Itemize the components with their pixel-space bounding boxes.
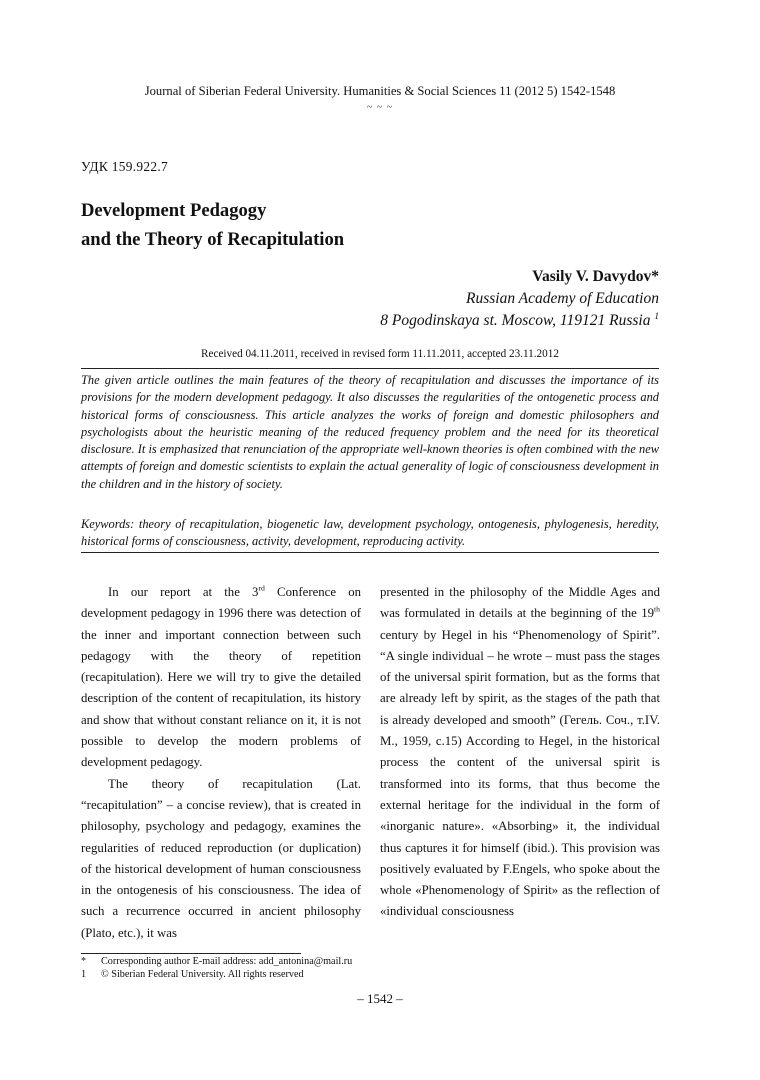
- footnote: [81, 968, 352, 981]
- author-affiliation: Russian Academy of Education: [465, 290, 659, 307]
- body-paragraph: [380, 582, 660, 923]
- footnote-rule: [81, 953, 301, 954]
- udc-code: УДК 159.922.7: [81, 159, 169, 174]
- article-title: [81, 196, 344, 254]
- received-dates: Received 04.11.2011, received in revised form 11.11.2011, accepted 23.11.2012: [201, 348, 559, 360]
- ordinal-superscript: th: [654, 605, 660, 615]
- footnote: [81, 955, 352, 968]
- body-paragraph: [81, 582, 361, 774]
- ordinal-superscript: rd: [258, 583, 265, 593]
- body-paragraph: The theory of recapitulation (Lat. “recapitulation” – a concise review), that is created in philosophy, psychology and pedagogy, examines the regularities of reduced reproduction (or duplication) of the historical development of human consciousness in the ontogenesis of his consciousness. The idea of such a recurrence occurred in ancient philosophy (Plato, etc.), it was: [81, 776, 361, 940]
- abstract-top-rule: [81, 368, 659, 369]
- abstract: The given article outlines the main features of the theory of recapitulation and discusses the importance of its provisions for the modern development pedagogy. It also discusses the regularities of the ontogenetic process and historical forms of consciousness. This article analyzes the works of foreign and domestic philosophers and psychologists about the heuristic meaning of the reduced frequency problem and the need for its theoretical disclosure. It is emphasized that renunciation of the appropriate well-known theories is often combined with the new attempts of foreign and domestic scientists to explain the actual generality of logic of consciousness development in the children and in the history of society.: [81, 373, 659, 491]
- journal-header: Journal of Siberian Federal University. Humanities & Social Sciences 11 (2012 5) 1542-1548: [144, 84, 616, 98]
- footnote-text: © Siberian Federal University. All rights reserved: [101, 969, 304, 980]
- author-address: [380, 310, 659, 332]
- paragraph-text: Conference on development pedagogy in 1996 there was detection of the inner and important connection between such pedagogy with the theory of repetition (recapitulation). Here we will try to give the detailed description of the content of recapitulation, its history and show that without constant reliance on it, it is not possible to develop the modern problems of development pedagogy.: [81, 585, 361, 770]
- author-address-text: 8 Pogodinskaya st. Moscow, 119121 Russia: [380, 312, 655, 329]
- body-column-left: [81, 582, 361, 944]
- footnote-text: Corresponding author E-mail address: add_antonina@mail.ru: [101, 956, 353, 967]
- author-block: [380, 266, 659, 332]
- header-ornament: ~ ~ ~: [366, 102, 394, 113]
- title-line-1: Development Pedagogy: [81, 200, 267, 221]
- title-line-2: and the Theory of Recapitulation: [81, 229, 345, 250]
- paragraph-text: century by Hegel in his “Phenomenology of Spirit”. “A single individual – he wrote – must pass the stages of the universal spirit formation, but as the forms that are already left by spirit, as the stages of the path that is already developed and smooth” (Гегель. Соч., т.IV. М., 1959, с.15) According to Hegel, in the historical process the content of the universal spirit is transformed into its forms, that thus become the external heritage for the individual in the form of «inorganic nature». «Absorbing» it, the individual thus captures it for himself (ibid.). This provision was positively evaluated by F.Engels, who spoke about the whole «Phenomenology of Spirit» as the reflection of «individual consciousness: [380, 627, 660, 919]
- author-address-mark: 1: [654, 311, 659, 322]
- page-number: – 1542 –: [357, 991, 403, 1006]
- author-name: Vasily V. Davydov*: [532, 268, 659, 285]
- keywords: Keywords: theory of recapitulation, biogenetic law, development psychology, ontogenesis, phylogenesis, heredity, historical forms of consciousness, activity, development, reproducing activity.: [81, 517, 659, 549]
- body-column-right: [380, 582, 660, 923]
- abstract-bottom-rule: [81, 552, 659, 553]
- paragraph-text: In our report at the 3: [108, 585, 259, 599]
- footnote-mark: *: [81, 956, 87, 967]
- paragraph-text: presented in the philosophy of the Middle Ages and was formulated in details at the beginning of the 19: [380, 585, 660, 621]
- footnote-mark: 1: [81, 969, 87, 980]
- footnotes: [81, 955, 352, 981]
